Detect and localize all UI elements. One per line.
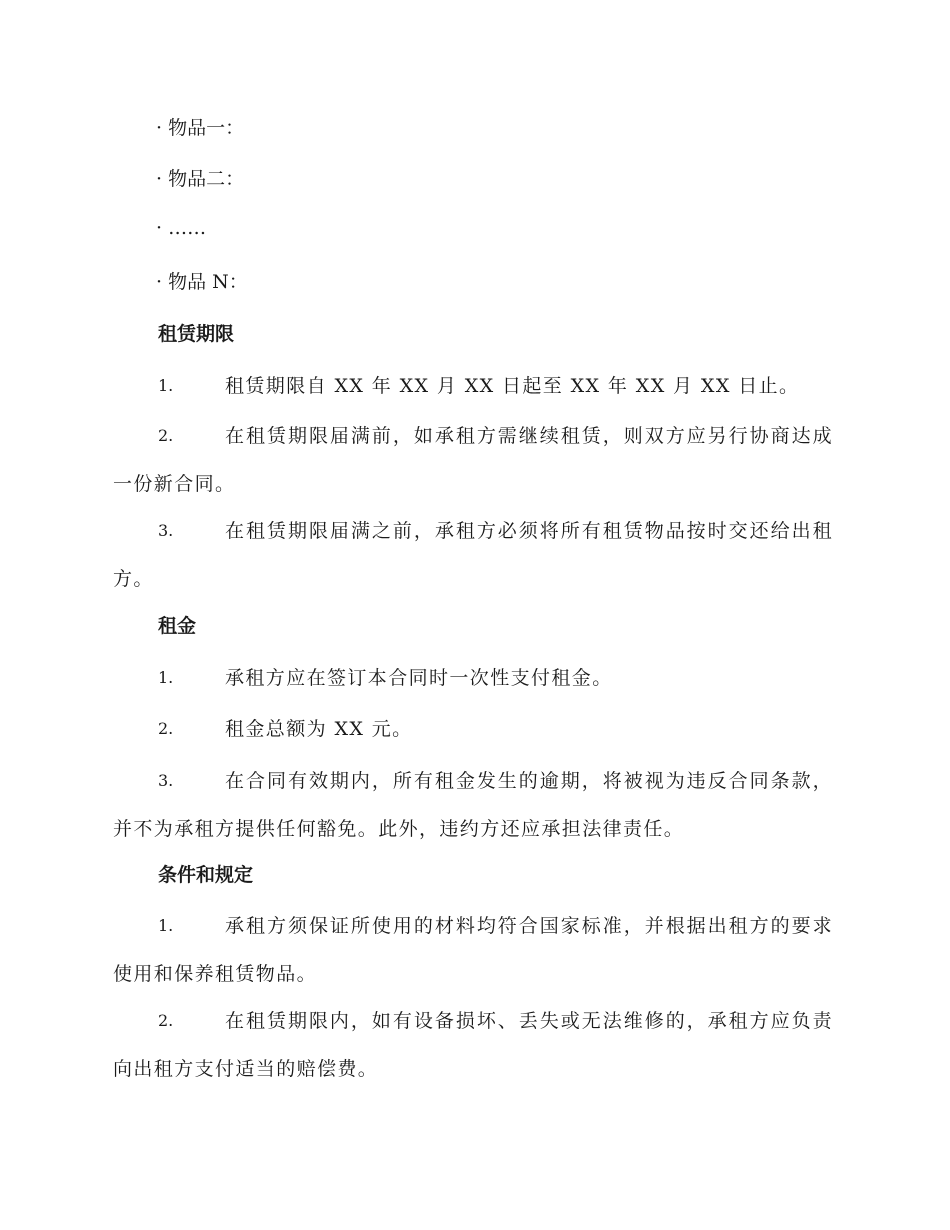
clause-text: 在租赁期限内，如有设备损坏、丢失或无法维修的，承租方应负责向出租方支付适当的赔偿费。 xyxy=(113,1010,833,1080)
clause-number: 2. xyxy=(158,1011,174,1030)
clause-text: 租金总额为 XX 元。 xyxy=(225,718,413,740)
clause-text: 在租赁期限届满前，如承租方需继续租赁，则双方应另行协商达成一份新合同。 xyxy=(113,425,833,495)
clause-rent-1 xyxy=(113,666,833,702)
clause-number: 3. xyxy=(158,771,174,790)
clause-number: 2. xyxy=(158,719,174,738)
clause-number: 1. xyxy=(158,376,174,395)
clause-text: 承租方应在签订本合同时一次性支付租金。 xyxy=(225,667,613,689)
clause-text: 在合同有效期内，所有租金发生的逾期，将被视为违反合同条款，并不为承租方提供任何豁免。此外，违约方还应承担法律责任。 xyxy=(113,770,833,840)
clause-rent-3 xyxy=(113,769,833,853)
clause-conditions-2 xyxy=(113,1009,833,1093)
clause-lease-term-2 xyxy=(113,424,833,508)
clause-number: 2. xyxy=(158,426,174,445)
list-item-goods-1: · 物品一： xyxy=(156,117,245,139)
clause-text: 承租方须保证所使用的材料均符合国家标准，并根据出租方的要求使用和保养租赁物品。 xyxy=(113,915,833,985)
list-item-ellipsis: · …… xyxy=(156,217,207,239)
clause-number: 3. xyxy=(158,521,174,540)
list-item-goods-2: · 物品二： xyxy=(156,168,245,190)
clause-number: 1. xyxy=(158,916,174,935)
clause-rent-2 xyxy=(113,717,833,753)
clause-conditions-1 xyxy=(113,914,833,998)
section-heading-lease-term: 租赁期限 xyxy=(158,323,235,345)
clause-text: 租赁期限自 XX 年 XX 月 XX 日起至 XX 年 XX 月 XX 日止。 xyxy=(225,375,800,397)
clause-lease-term-1 xyxy=(113,374,833,410)
section-heading-rent: 租金 xyxy=(158,615,197,637)
clause-number: 1. xyxy=(158,668,174,687)
list-item-goods-n: · 物品 N： xyxy=(156,271,248,293)
section-heading-conditions: 条件和规定 xyxy=(158,864,254,886)
clause-lease-term-3 xyxy=(113,519,833,603)
clause-text: 在租赁期限届满之前，承租方必须将所有租赁物品按时交还给出租方。 xyxy=(113,520,833,590)
